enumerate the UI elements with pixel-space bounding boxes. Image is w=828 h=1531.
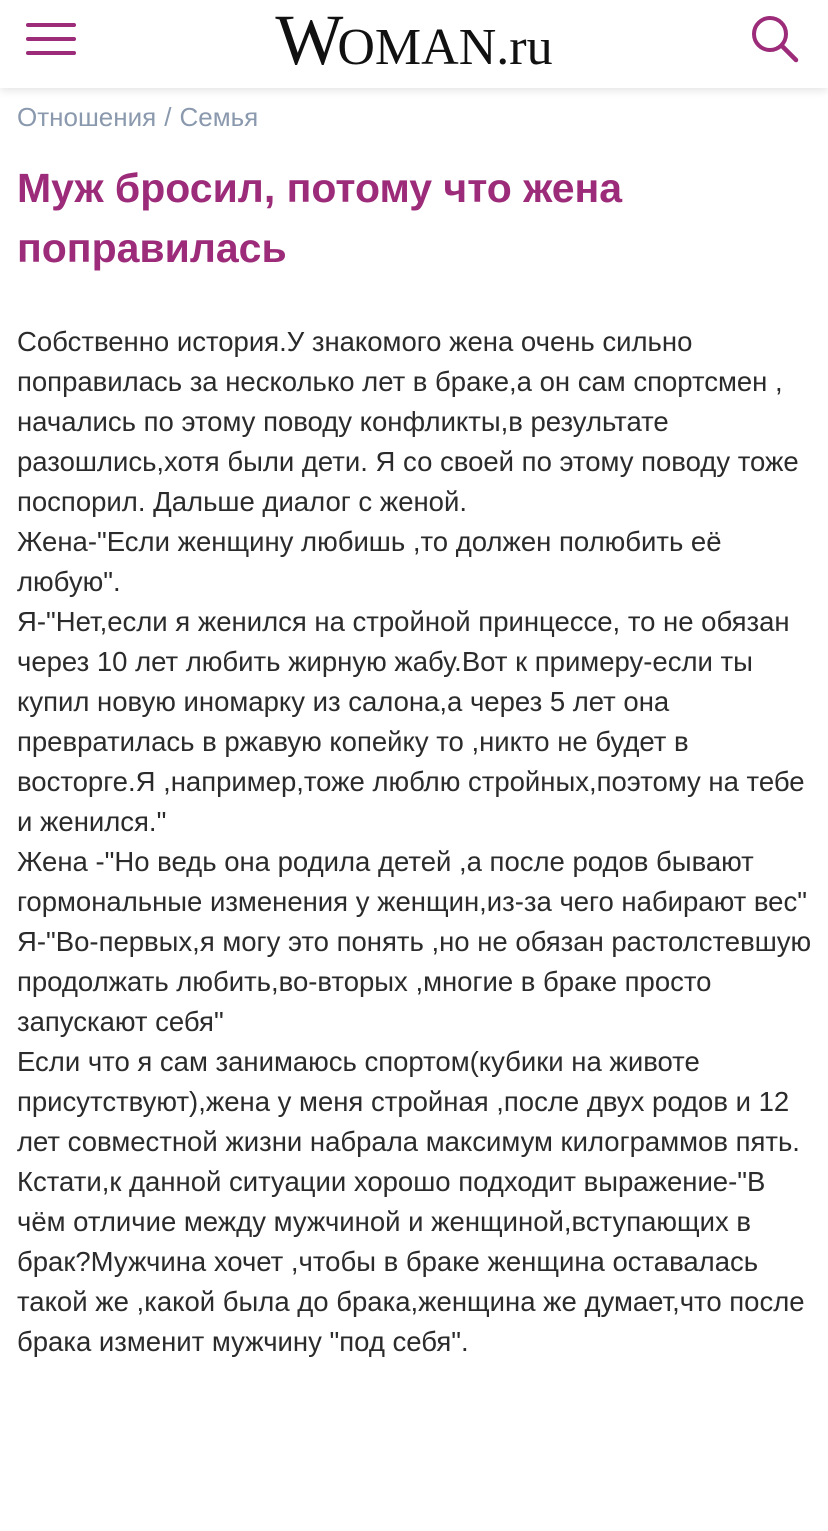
logo-letter-w: W	[275, 0, 338, 80]
breadcrumb-link-family[interactable]: Семья	[179, 102, 259, 132]
site-header	[0, 0, 828, 88]
article-title: Муж бросил, потому что жена поправилась	[17, 165, 623, 271]
breadcrumb	[17, 102, 258, 133]
article-body: Собственно история.У знакомого жена очень сильно поправилась за несколько лет в браке,а он сам спортсмен , начались по этому поводу конфликты,в результате разошлись,хотя были дети. Я со своей по этому поводу тоже поспорил. Дальше диалог с женой. Жена-"Если женщину любишь ,то должен полюбить её любую". Я-"Нет,если я женился на стройной принцессе, то не обязан через 10 лет любить жирную жабу.Вот к примеру-если ты купил новую иномарку из салона,а через 5 лет она превратилась в ржавую копейку то ,никто не будет в восторге.Я ,например,тоже люблю стройных,поэтому на тебе и женился." Жена -"Но ведь она родила детей ,а после родов бывают гормональные изменения у женщин,из-за чего набирают вес" Я-"Во-первых,я могу это понять ,но не обязан растолстевшую продолжать любить,во-вторых ,многие в браке просто запускают себя" Если что я сам занимаюсь спортом(кубики на животе присутствуют),жена у меня стройная ,после двух родов и 12 лет совместной жизни набрала максимум килограммов пять. Кстати,к данной ситуации хорошо подходит выражение-"В чём отличие между мужчиной и женщиной,вступающих в брак?Мужчина хочет ,чтобы в браке женщина оставалась такой же ,какой была до брака,женщина же думает,что после брака изменит мужчину "под себя".	[17, 326, 812, 1357]
logo-word: OMAN	[337, 19, 497, 76]
search-icon[interactable]	[748, 12, 802, 66]
breadcrumb-separator: /	[164, 102, 172, 132]
breadcrumb-link-relations[interactable]: Отношения	[17, 102, 157, 132]
site-logo[interactable]	[0, 2, 828, 86]
logo-domain: .ru	[496, 19, 553, 76]
